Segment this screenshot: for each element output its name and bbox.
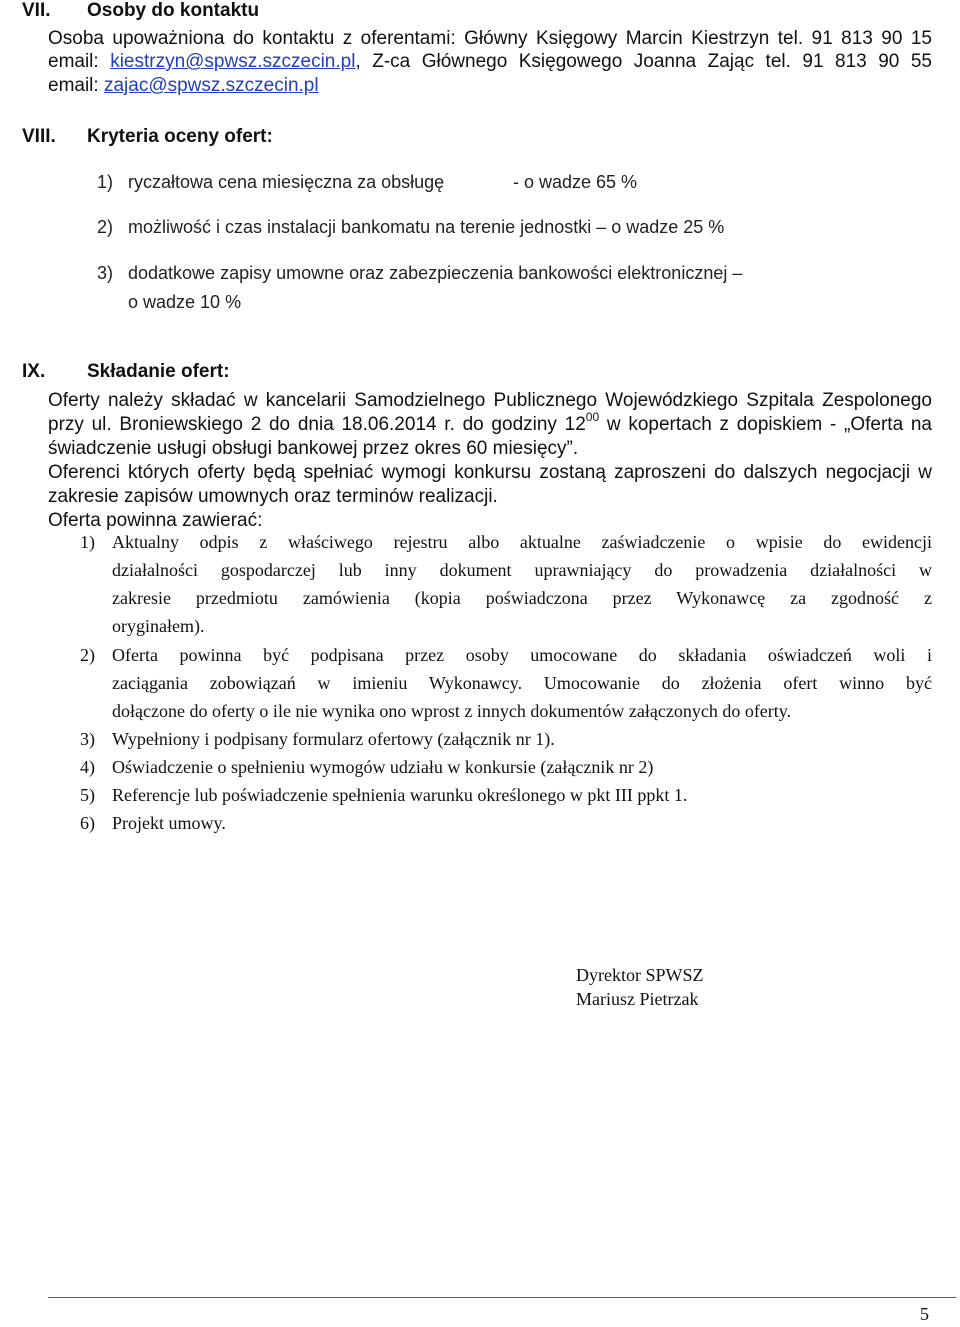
offer-item-number: 1): [80, 532, 95, 552]
offer-item-line: Referencje lub poświadczenie spełnienia warunku określonego w pkt III ppkt 1.: [112, 785, 688, 805]
contact-line-1: Osoba upoważniona do kontaktu z oferentami: Główny Księgowy Marcin Kiestrzyn tel. 91 813 90 15: [48, 28, 932, 49]
criterion-1-text: ryczałtowa cena miesięczna za obsługę: [128, 172, 445, 192]
submission-line-1: Oferty należy składać w kancelarii Samodzielnego Publicznego Wojewódzkiego Szpitala Zespolonego: [48, 390, 932, 411]
offer-item-line: działalności gospodarczej lub inny dokument uprawniający do prowadzenia działalności w: [112, 560, 932, 580]
submission-envelope-note: w kopertach z dopiskiem - „Oferta na: [599, 414, 932, 435]
criterion-3-text: dodatkowe zapisy umowne oraz zabezpieczenia bankowości elektronicznej –: [128, 263, 743, 283]
offer-item-line: zaciągania zobowiązań w imieniu Wykonawcy. Umocowanie do złożenia ofert winno być: [112, 673, 932, 693]
criterion-1-weight: - o wadze 65 %: [513, 172, 638, 192]
offer-contents-heading: Oferta powinna zawierać:: [48, 510, 263, 531]
section-8-number: VIII.: [22, 126, 56, 147]
contact-line-2-rest: , Z-ca Głównego Księgowego Joanna Zając tel. 91 813 90 55: [355, 51, 932, 72]
deadline-minutes-superscript: 00: [585, 410, 600, 424]
offer-item-number: 2): [80, 645, 95, 665]
offer-item-number: 3): [80, 729, 95, 749]
offer-item-number: 5): [80, 785, 95, 805]
section-8-title: Kryteria oceny ofert:: [87, 126, 273, 147]
page-number: 5: [920, 1304, 929, 1324]
email-label: email:: [48, 51, 111, 72]
section-7-number: VII.: [22, 0, 51, 21]
section-7-title: Osoby do kontaktu: [87, 0, 260, 21]
negotiation-line-1: Oferenci których oferty będą spełniać wymogi konkursu zostaną zaproszeni do dalszych negocjacji w: [48, 462, 932, 483]
section-9-title: Składanie ofert:: [87, 361, 230, 382]
offer-item-line: oryginałem).: [112, 616, 205, 636]
offer-item-number: 4): [80, 757, 95, 777]
criterion-3-number: 3): [97, 263, 114, 283]
negotiation-line-2: zakresie zapisów umownych oraz terminów realizacji.: [48, 486, 498, 507]
signature-name: Mariusz Pietrzak: [576, 989, 699, 1009]
contact-line-3: [48, 72, 319, 100]
email-link-kiestrzyn[interactable]: kiestrzyn@spwsz.szczecin.pl: [110, 51, 356, 72]
offer-item-line: Oferta powinna być podpisana przez osoby umocowane do składania oświadczeń woli i: [112, 645, 932, 665]
criterion-3-text-cont: o wadze 10 %: [128, 292, 242, 312]
offer-item-line: zakresie przedmiotu zamówienia (kopia poświadczona przez Wykonawcę za zgodność z: [112, 588, 932, 608]
section-9-number: IX.: [22, 361, 46, 382]
submission-line-3: świadczenie usługi obsługi bankowej przez okres 60 miesięcy”.: [48, 438, 579, 459]
offer-item-line: Wypełniony i podpisany formularz ofertowy (załącznik nr 1).: [112, 729, 555, 749]
offer-item-line: Projekt umowy.: [112, 813, 226, 833]
offer-item-line: Oświadczenie o spełnieniu wymogów udziału w konkursie (załącznik nr 2): [112, 757, 654, 777]
criterion-2-text: możliwość i czas instalacji bankomatu na terenie jednostki – o wadze 25 %: [128, 217, 725, 237]
submission-deadline: przy ul. Broniewskiego 2 do dnia 18.06.2014 r. do godziny 12: [48, 414, 586, 435]
criterion-1-number: 1): [97, 172, 114, 192]
offer-item-line: Aktualny odpis z właściwego rejestru albo aktualne zaświadczenie o wpisie do ewidencji: [112, 532, 932, 552]
criterion-2-number: 2): [97, 217, 114, 237]
offer-item-number: 6): [80, 813, 95, 833]
footer-divider: [48, 1297, 956, 1298]
email-link-zajac[interactable]: zajac@spwsz.szczecin.pl: [103, 75, 319, 96]
signature-title: Dyrektor SPWSZ: [576, 965, 704, 985]
offer-item-line: dołączone do oferty o ile nie wynika ono wprost z innych dokumentów załączonych do oferty.: [112, 701, 792, 721]
email-label: email:: [48, 75, 104, 96]
